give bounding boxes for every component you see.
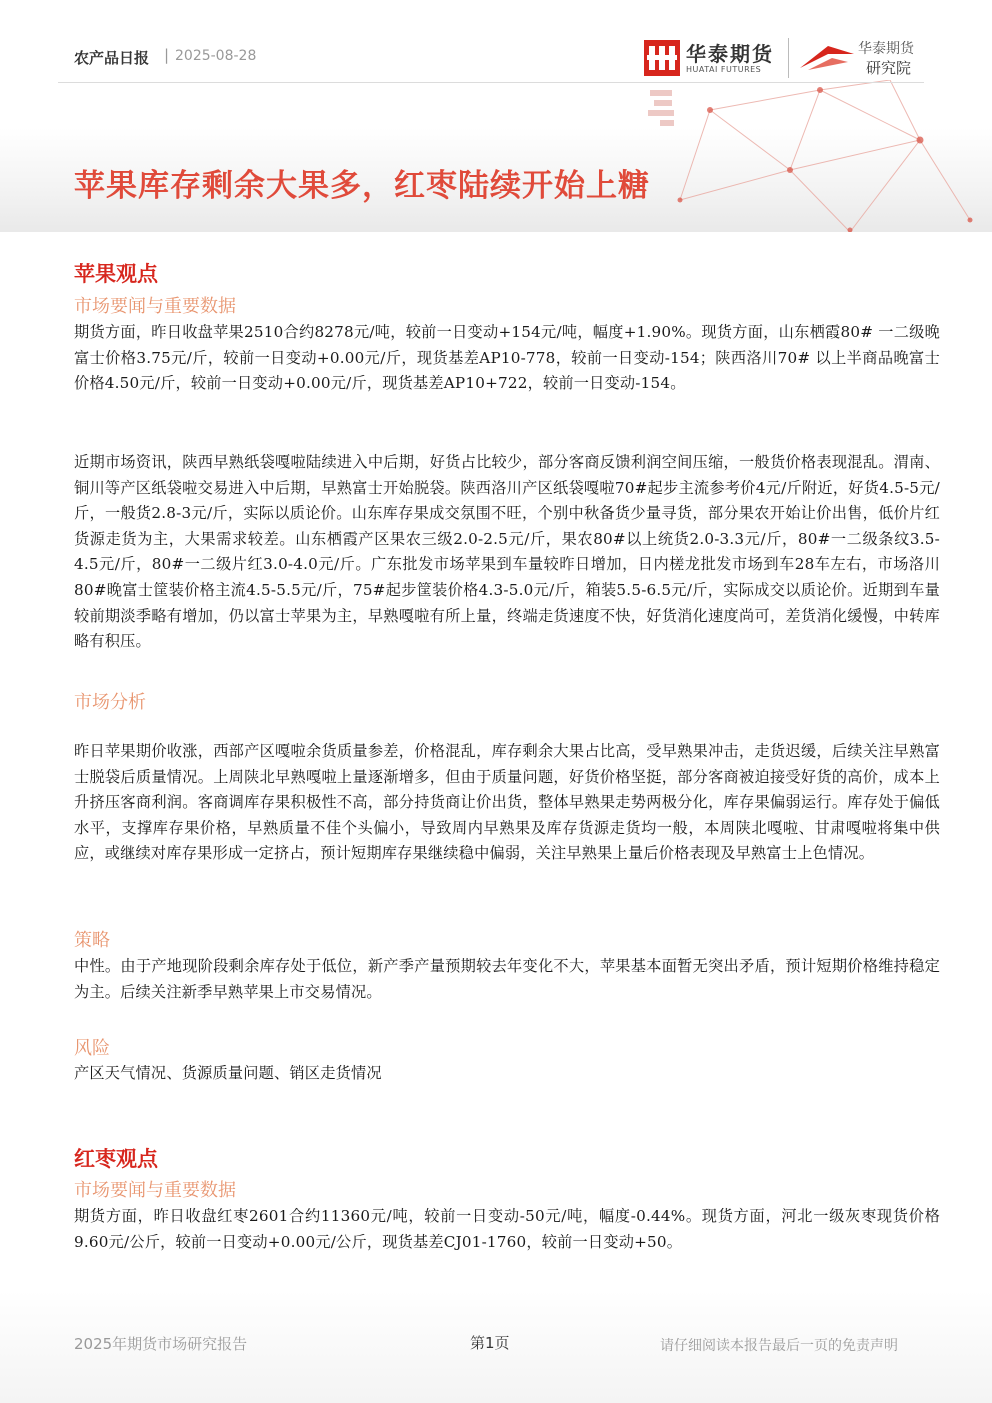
huatai-futures-logo	[644, 38, 784, 78]
logo-primary-en: HUATAI FUTURES	[686, 65, 762, 74]
jujube-market-news-paragraph: 期货方面，昨日收盘红枣2601合约11360元/吨，较前一日变动-50元/吨，幅度-0.44%。现货方面，河北一级灰枣现货价格9.60元/公斤，较前一日变动+0.00元/公斤，现货基差CJ01-1760，较前一日变动+50。	[74, 1207, 940, 1251]
apple-market-news-heading: 市场要闻与重要数据	[74, 296, 236, 317]
apple-market-news-paragraph-1: 期货方面，昨日收盘苹果2510合约8278元/吨，较前一日变动+154元/吨，幅度+1.90%。现货方面，山东栖霞80# 一二级晚富士价格3.75元/斤，较前一日变动+0.00元/斤，现货基差AP10-778，较前一日变动-154；陕西洛川70# 以上半商品晚富士价格4.50元/斤，较前一日变动+0.00元/斤，现货基差AP10+722，较前一日变动-154。	[74, 323, 940, 393]
apple-strategy-paragraph: 中性。由于产地现阶段剩余库存处于低位，新产季产量预期较去年变化不大，苹果基本面暂无突出矛盾，预计短期价格维持稳定为主。后续关注新季早熟苹果上市交易情况。	[74, 957, 940, 1001]
footer-disclaimer-note: 请仔细阅读本报告最后一页的免责声明	[660, 1338, 898, 1354]
apple-analysis-paragraph: 昨日苹果期价收涨，西部产区嘎啦余货质量参差，价格混乱，库存剩余大果占比高，受早熟果冲击，走货迟缓，后续关注早熟富士脱袋后质量情况。上周陕北早熟嘎啦上量逐渐增多，但由于质量问题，好货价格坚挺，部分客商被迫接受好货的高价，成本上升挤压客商利润。客商调库存果积极性不高，部分持货商让价出货，整体早熟果走势两极分化，库存果偏弱运行。库存处于偏低水平，支撑库存果价格，早熟质量不佳个头偏小，导致周内早熟果及库存货源走货均一般，本周陕北嘎啦、甘肃嘎啦将集中供应，或继续对库存果形成一定挤占，预计短期库存果继续稳中偏弱，关注早熟果上量后价格表现及早熟富士上色情况。	[74, 742, 940, 863]
page-number: 第1页	[470, 1334, 510, 1352]
logo-divider	[788, 38, 789, 78]
wing-logo-icon	[798, 40, 858, 74]
header-rule	[58, 82, 924, 83]
report-type: 农产品日报	[74, 49, 150, 67]
research-institute-logo	[798, 36, 928, 80]
apple-analysis-heading: 市场分析	[74, 692, 146, 713]
jujube-heading: 红枣观点	[74, 1147, 158, 1171]
apple-risk-heading: 风险	[74, 1038, 110, 1059]
apple-strategy-heading: 策略	[74, 930, 110, 951]
page-title: 苹果库存剩余大果多，红枣陆续开始上糖	[74, 168, 650, 204]
apple-heading: 苹果观点	[74, 262, 158, 286]
report-date: 2025-08-28	[175, 48, 257, 64]
footer-report-label: 2025年期货市场研究报告	[74, 1335, 248, 1353]
apple-market-news-paragraph-2: 近期市场资讯，陕西早熟纸袋嘎啦陆续进入中后期，好货占比较少，部分客商反馈利润空间压缩，一般货价格表现混乱。渭南、铜川等产区纸袋啦交易进入中后期，早熟富士开始脱袋。陕西洛川产区纸袋嘎啦70#起步主流参考价4元/斤附近，好货4.5-5元/斤，一般货2.8-3元/斤，实际以质论价。山东库存果成交氛围不旺，个别中秋备货少量寻货，部分果农开始让价出售，低价片红货源走货为主，大果需求较差。山东栖霞产区果农三级2.0-2.5元/斤，果农80#以上统货2.0-3.3元/斤，80#一二级条纹3.5-4.5元/斤，80#一二级片红3.0-4.0元/斤。广东批发市场苹果到车量较昨日增加，日内槎龙批发市场到车28车左右，市场洛川80#晚富士筐装价格主流4.5-5.5元/斤，75#起步筐装价格4.3-5.0元/斤，箱装5.5-6.5元/斤，实际成交以质论价。近期到车量较前期淡季略有增加，仍以富士苹果为主，早熟嘎啦有所上量，终端走货速度不快，好货消化速度尚可，差货消化缓慢，中转库略有积压。	[74, 453, 940, 651]
logo-secondary-line1: 华泰期货	[858, 41, 914, 57]
header-separator: |	[164, 46, 170, 64]
jujube-market-news-heading: 市场要闻与重要数据	[74, 1180, 236, 1201]
network-decoration-graphic	[590, 80, 992, 232]
huatai-logo-icon	[644, 40, 680, 76]
logo-primary-cn: 华泰期货	[686, 42, 774, 66]
apple-risk-paragraph: 产区天气情况、货源质量问题、销区走货情况	[74, 1064, 382, 1082]
logo-secondary-line2: 研究院	[866, 59, 912, 77]
